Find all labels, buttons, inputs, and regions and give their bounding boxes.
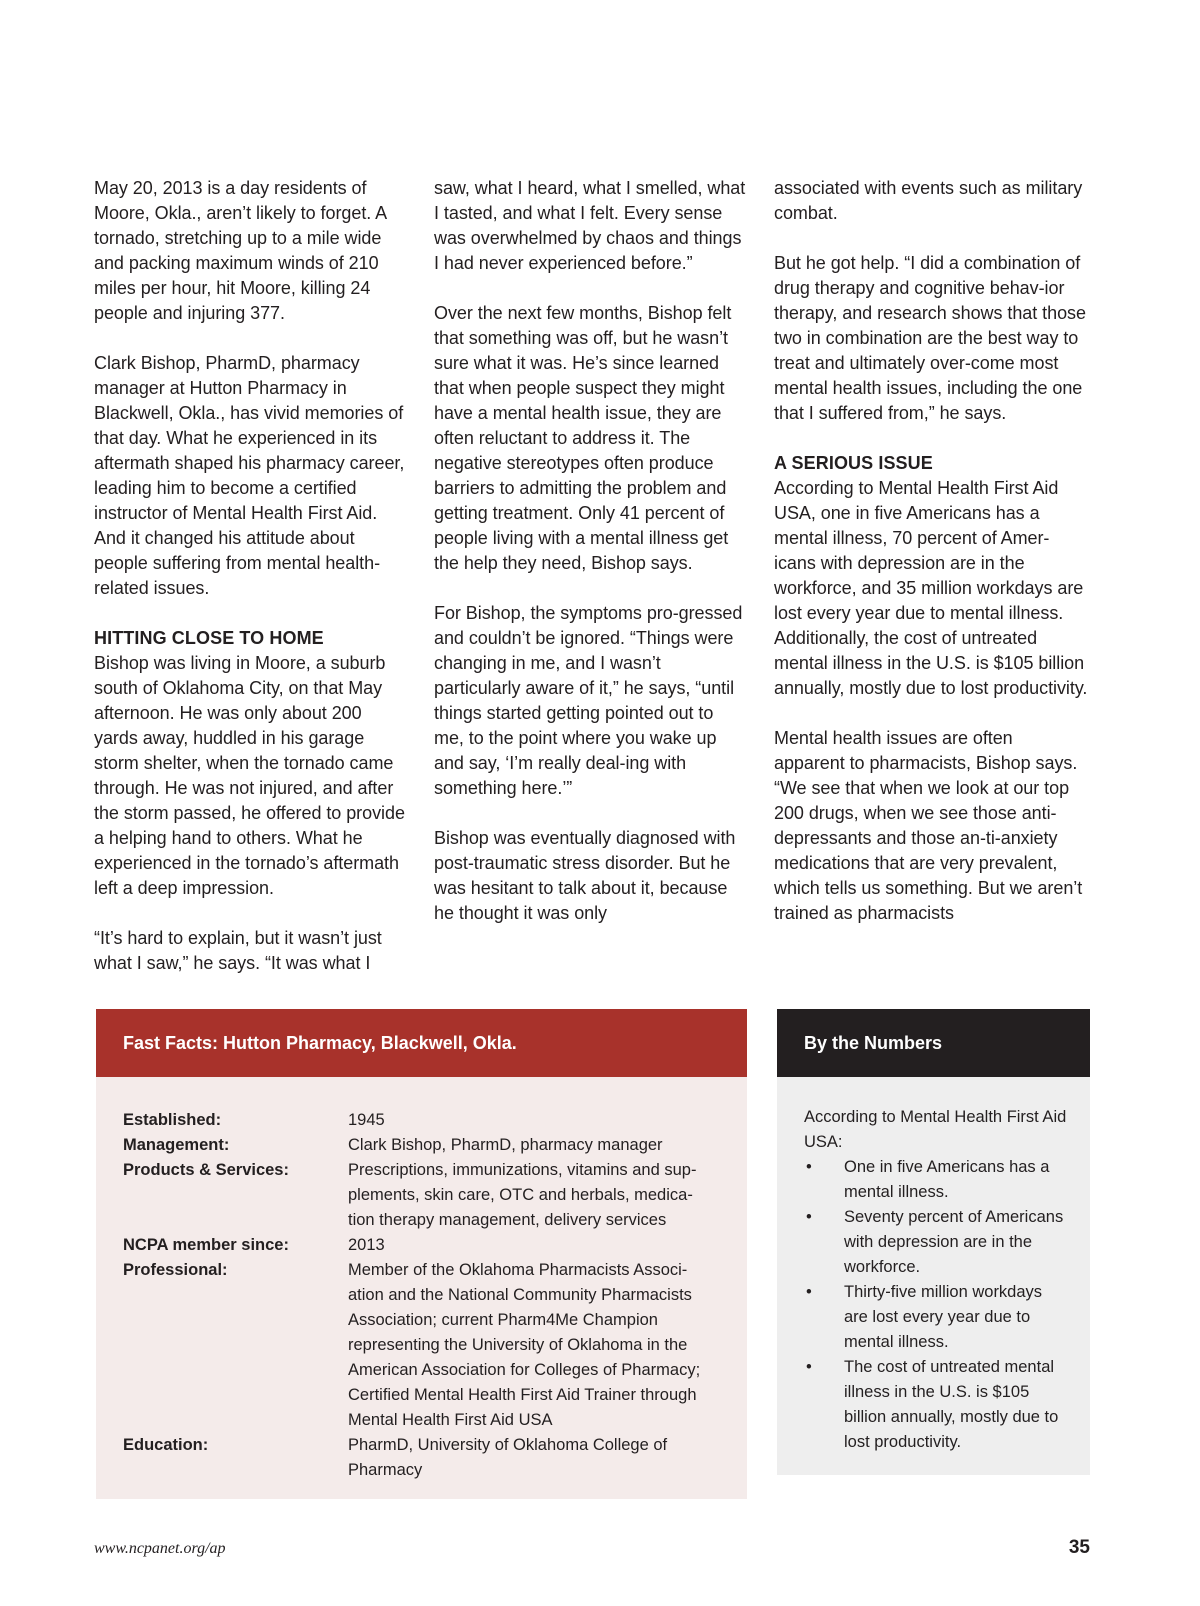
article-paragraph: For Bishop, the symptoms pro-gressed and couldn’t be ignored. “Things were changing in me, and I wasn’t particularly aware of it,” he says, “until things started getting pointed out to me, to the point where you wake up and say, ‘I’m really deal-ing with something here.’”: [434, 603, 743, 798]
fact-value: Clark Bishop, PharmD, pharmacy manager: [348, 1136, 663, 1154]
article-paragraph: But he got help. “I did a combination of drug therapy and cognitive behav-ior therapy, and research shows that those two in combination are the best way to treat and ultimately over-come most mental health issues, including the one that I suffered from,” he says.: [774, 253, 1086, 423]
fact-row: [123, 1258, 747, 1433]
fact-label: Management:: [123, 1136, 230, 1154]
list-item: [804, 1355, 1070, 1455]
bullet-icon: •: [806, 1283, 812, 1301]
fact-row: [123, 1133, 747, 1158]
page-number: 35: [1068, 1537, 1090, 1558]
fact-value: 2013: [348, 1236, 385, 1254]
numbers-list: [804, 1155, 1070, 1455]
list-item-text: Thirty-five million workdays are lost every year due to mental illness.: [844, 1283, 1043, 1351]
article-paragraph: According to Mental Health First Aid USA, one in five Americans has a mental illness, 70 percent of Amer-icans with depression are in the workforce, and 35 million workdays are lost every year due to mental illness. Additionally, the cost of untreated mental illness in the U.S. is $105 billion annually, mostly due to lost productivity.: [774, 478, 1088, 698]
section-heading: HITTING CLOSE TO HOME: [94, 628, 324, 648]
fact-row: [123, 1108, 747, 1133]
fact-row: [123, 1158, 747, 1233]
fact-value: PharmD, University of Oklahoma College of Pharmacy: [348, 1436, 668, 1479]
bullet-icon: •: [806, 1358, 812, 1376]
article-paragraph: Bishop was living in Moore, a suburb south of Oklahoma City, on that May afternoon. He was only about 200 yards away, huddled in his garage storm shelter, when the tornado came through. He was not injured, and after the storm passed, he offered to provide a helping hand to others. What he experienced in the tornado’s aftermath left a deep impression.: [94, 653, 405, 898]
bullet-icon: •: [806, 1158, 812, 1176]
article-paragraph: saw, what I heard, what I smelled, what I tasted, and what I felt. Every sense was overwhelmed by chaos and things I had never experienced before.”: [434, 178, 746, 273]
by-the-numbers-box: [777, 1009, 1090, 1475]
article-column-1: [94, 176, 408, 976]
list-item: [804, 1280, 1070, 1355]
fact-label: NCPA member since:: [123, 1236, 289, 1254]
by-the-numbers-header: By the Numbers: [777, 1009, 1090, 1077]
fast-facts-body: [96, 1077, 747, 1499]
list-item: [804, 1205, 1070, 1280]
article-paragraph: Clark Bishop, PharmD, pharmacy manager at Hutton Pharmacy in Blackwell, Okla., has vivid memories of that day. What he experienced in its aftermath shaped his pharmacy career, leading him to become a certified instructor of Mental Health First Aid. And it changed his attitude about people suffering from mental health-related issues.: [94, 353, 405, 598]
list-item-text: One in five Americans has a mental illness.: [844, 1158, 1050, 1201]
fact-value: Member of the Oklahoma Pharmacists Associ-ation and the National Community Pharmacists Association; current Pharm4Me Champion representing the University of Oklahoma in the American Association for Colleges of Pharmacy; Certified Mental Health First Aid Trainer through Mental Health First Aid USA: [348, 1261, 701, 1429]
fact-label: Education:: [123, 1436, 209, 1454]
article-paragraph: May 20, 2013 is a day residents of Moore, Okla., aren’t likely to forget. A tornado, stretching up to a mile wide and packing maximum winds of 210 miles per hour, hit Moore, killing 24 people and injuring 377.: [94, 178, 387, 323]
article-column-3: [774, 176, 1088, 926]
fact-value: Prescriptions, immunizations, vitamins and sup-plements, skin care, OTC and herbals, medica-tion therapy management, delivery services: [348, 1161, 697, 1229]
list-item: [804, 1155, 1070, 1205]
fact-row: [123, 1233, 747, 1258]
article-column-2: [434, 176, 748, 926]
fact-label: Products & Services:: [123, 1161, 289, 1179]
article-paragraph: Bishop was eventually diagnosed with post-traumatic stress disorder. But he was hesitant to talk about it, because he thought it was only: [434, 828, 736, 923]
fact-row: [123, 1433, 747, 1483]
list-item-text: Seventy percent of Americans with depression are in the workforce.: [844, 1208, 1064, 1276]
article-paragraph: Mental health issues are often apparent to pharmacists, Bishop says. “We see that when we look at our top 200 drugs, when we see those anti-depressants and those an-ti-anxiety medications that are very prevalent, which tells us something. But we aren’t trained as pharmacists: [774, 728, 1083, 923]
bullet-icon: •: [806, 1208, 812, 1226]
fact-value: 1945: [348, 1111, 385, 1129]
article-paragraph: associated with events such as military combat.: [774, 178, 1083, 223]
article-paragraph: Over the next few months, Bishop felt that something was off, but he wasn’t sure what it was. He’s since learned that when people suspect they might have a mental health issue, they are often reluctant to address it. The negative stereotypes often produce barriers to admitting the problem and getting treatment. Only 41 percent of people living with a mental illness get the help they need, Bishop says.: [434, 303, 732, 573]
footer-url: www.ncpanet.org/ap: [94, 1540, 226, 1557]
fact-label: Professional:: [123, 1261, 228, 1279]
fast-facts-box: [96, 1009, 747, 1499]
fast-facts-header: Fast Facts: Hutton Pharmacy, Blackwell, Okla.: [96, 1009, 747, 1077]
by-the-numbers-body: [777, 1077, 1090, 1475]
fact-label: Established:: [123, 1111, 222, 1129]
section-heading: A SERIOUS ISSUE: [774, 453, 933, 473]
list-item-text: The cost of untreated mental illness in the U.S. is $105 billion annually, mostly due to lost productivity.: [844, 1358, 1059, 1451]
numbers-intro: According to Mental Health First Aid USA:: [804, 1108, 1067, 1151]
article-paragraph: “It’s hard to explain, but it wasn’t just what I saw,” he says. “It was what I: [94, 928, 382, 973]
